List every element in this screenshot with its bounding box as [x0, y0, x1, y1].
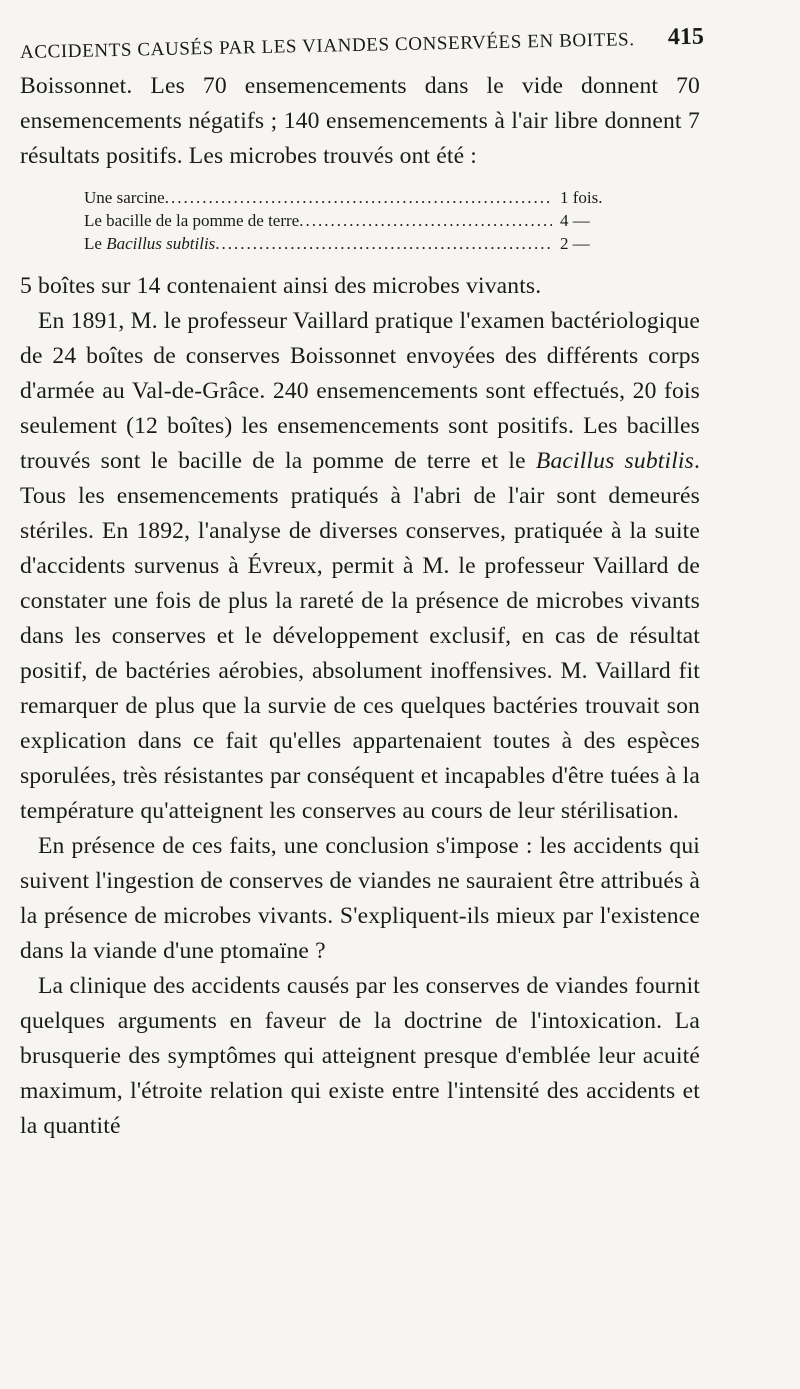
list-item-label: Une sarcine: [84, 188, 165, 207]
paragraph-3: [20, 304, 700, 829]
list-item: [84, 209, 624, 232]
dot-leader: [215, 232, 552, 255]
paragraph-1: Boissonnet. Les 70 ensemencements dans le vide donnent 70 ensemencements négatifs ; 140 ensemencements à l'air libre donnent 7 résultats positifs. Les microbes trouvés ont été :: [20, 73, 700, 169]
list-item-species: Bacillus subtilis: [106, 234, 216, 253]
paragraph-3-part-b: . Tous les ensemencements pratiqués à l'abri de l'air sont demeurés stériles. En 1892, l'analyse de diverses conserves, pratiquée à la suite d'accidents survenus à Évreux, permit à M. le professeur Vaillard de constater une fois de plus la rareté de la présence de microbes vivants dans les conserves et le développement exclusif, en cas de résultat positif, de bactéries aérobies, absolument inoffensives. M. Vaillard fit remarquer de plus que la survie de ces quelques bactéries trouvait son explication dans ce fait qu'elles appartenaient toutes à des espèces sporulées, très résistantes par conséquent et incapables d'être tuées à la température qu'atteignent les conserves au cours de leur stérilisation.: [20, 448, 701, 824]
list-item-label: Le bacille de la pomme de terre: [84, 211, 300, 230]
paragraph-2: 5 boîtes sur 14 contenaient ainsi des microbes vivants.: [20, 273, 542, 299]
paragraph-3-part-a: En 1891, M. le professeur Vaillard pratique l'examen bactériologique de 24 boîtes de conserves Boissonnet envoyées des différents corps d'armée au Val-de-Grâce. 240 ensemencements sont effectués, 20 fois seulement (12 boîtes) les ensemencements sont positifs. Les bacilles trouvés sont le bacille de la pomme de terre et le: [20, 308, 700, 474]
dot-leader: [299, 209, 552, 232]
list-item-count: 4 —: [560, 211, 590, 230]
page-number: 415: [667, 23, 705, 51]
paragraph-5: La clinique des accidents causés par les conserves de viandes fournit quelques arguments en faveur de la doctrine de l'intoxication. La brusquerie des symptômes qui atteignent presque d'emblée leur acuité maximum, l'étroite relation qui existe entre l'intensité des accidents et la quantité: [20, 973, 700, 1139]
list-item-count: 1 fois.: [560, 188, 603, 207]
list-item: [84, 186, 624, 209]
paragraph-4: En présence de ces faits, une conclusion s'impose : les accidents qui suivent l'ingestion de conserves de viandes ne sauraient être attribués à la présence de microbes vivants. S'expliquent-ils mieux par l'existence dans la viande d'une ptomaïne ?: [20, 833, 700, 964]
paragraph-3-species: Bacillus subtilis: [535, 448, 694, 474]
list-item-count: 2 —: [560, 234, 590, 253]
list-item: [84, 232, 624, 255]
list-item-label: Le: [84, 234, 107, 253]
running-head: [19, 23, 705, 65]
dot-leader: [165, 186, 552, 209]
microbes-list: [84, 186, 624, 255]
running-title: ACCIDENTS CAUSÉS PAR LES VIANDES CONSERVÉES EN BOITES.: [19, 29, 635, 63]
